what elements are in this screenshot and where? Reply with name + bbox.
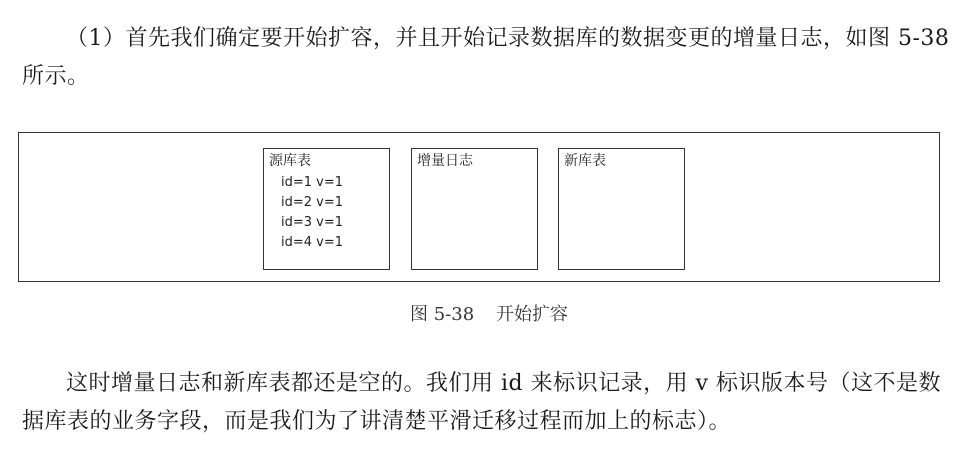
figure-diagram <box>18 132 940 282</box>
source-table-box <box>263 148 390 270</box>
new-table-box <box>558 148 685 270</box>
record-row: id=1 v=1 <box>281 175 344 190</box>
paragraph-intro: （1）首先我们确定要开始扩容，并且开始记录数据库的数据变更的增量日志，如图 5-38 所示。 <box>22 26 950 89</box>
figure-caption <box>0 300 978 326</box>
new-table-title: 新库表 <box>564 153 606 169</box>
record-row: id=3 v=1 <box>281 215 344 230</box>
incremental-log-title: 增量日志 <box>417 153 473 169</box>
caption-number: 图 5-38 <box>410 304 475 325</box>
record-row: id=4 v=1 <box>281 235 344 250</box>
caption-text: 开始扩容 <box>495 304 568 325</box>
incremental-log-box <box>411 148 538 270</box>
paragraph-explanation: 这时增量日志和新库表都还是空的。我们用 id 来标识记录，用 v 标识版本号（这不是数据库表的业务字段，而是我们为了讲清楚平滑迁移过程而加上的标志）。 <box>22 371 942 434</box>
source-table-title: 源库表 <box>269 153 311 169</box>
record-row: id=2 v=1 <box>281 195 344 210</box>
